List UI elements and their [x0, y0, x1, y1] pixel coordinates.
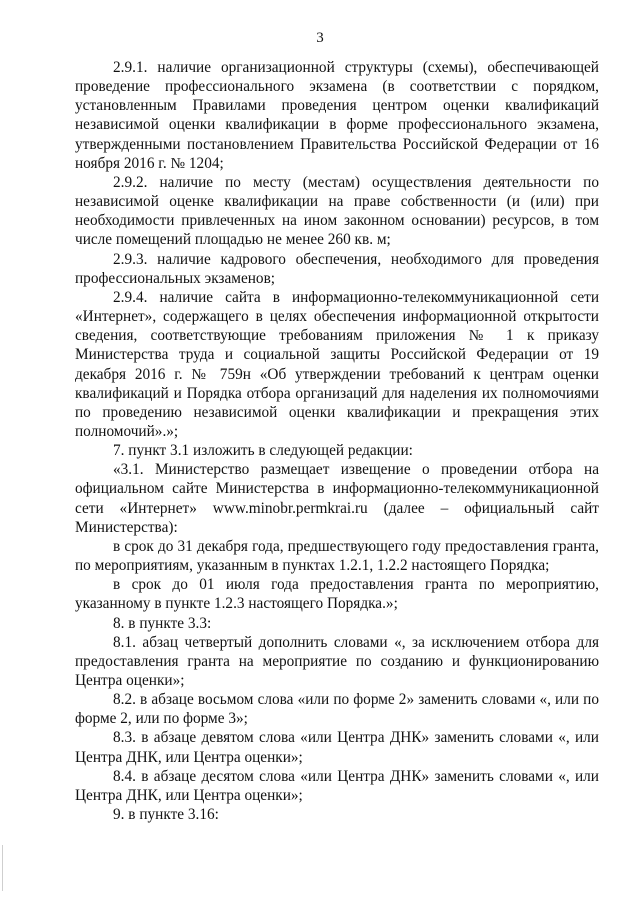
paragraph-8-3: 8.3. в абзаце девятом слова «или Центра ДНК» заменить словами «, или Центра ДНК, или Центра оценки»;: [75, 729, 599, 766]
paragraph-8-2: 8.2. в абзаце восьмом слова «или по форме 2» заменить словами «, или по форме 2, или по форме 3»;: [75, 691, 599, 728]
paragraph-item-8: 8. в пункте 3.3:: [113, 614, 212, 632]
paragraph-2-9-3: 2.9.3. наличие кадрового обеспечения, необходимого для проведения профессиональных экзаменов;: [75, 250, 599, 287]
page-number: 3: [316, 30, 324, 46]
paragraph-item-9: 9. в пункте 3.16:: [113, 806, 219, 824]
paragraph-2-9-1: 2.9.1. наличие организационной структуры (схемы), обеспечивающей проведение профессионального экзамена (в соответствии с порядком, установленным Правилами проведения центром оценки квалификаций независимой оценки квалификации в форме профессионального экзамена, утвержденными постановлением Правительства Российской Федерации от 16 ноября 2016 г. № 1204;: [75, 59, 599, 172]
paragraph-deadline-december: в срок до 31 декабря года, предшествующего году предоставления гранта, по мероприятиям, указанным в пунктах 1.2.1, 1.2.2 настоящего Порядка;: [75, 537, 599, 575]
paragraph-3-1: «3.1. Министерство размещает извещение о проведении отбора на официальном сайте Министерства в информационно-телекоммуникационной сети «Интернет» www.minobr.permkrai.ru (далее – официальный сайт Министерства):: [75, 461, 599, 536]
paragraph-item-7: 7. пункт 3.1 изложить в следующей редакции:: [113, 442, 413, 460]
paragraph-8-4: 8.4. в абзаце десятом слова «или Центра ДНК» заменить словами «, или Центра ДНК, или Центра оценки»;: [75, 767, 599, 804]
paragraph-2-9-2: 2.9.2. наличие по месту (местам) осуществления деятельности по независимой оценке квалификации на праве собственности (и (или) при необходимости привлеченных на ином законном основании) ресурсов, в том числе помещений площадью не менее 260 кв. м;: [75, 173, 599, 249]
scan-edge-mark: [2, 845, 3, 891]
paragraph-8-1: 8.1. абзац четвертый дополнить словами «, за исключением отбора для предоставления гранта на мероприятие по созданию и функционированию Центра оценки»;: [75, 633, 599, 689]
paragraph-deadline-july: в срок до 01 июля года предоставления гранта по мероприятию, указанному в пункте 1.2.3 настоящего Порядка.»;: [75, 576, 599, 613]
document-body: [75, 58, 599, 824]
paragraph-2-9-4: 2.9.4. наличие сайта в информационно-телекоммуникационной сети «Интернет», содержащего в целях обеспечения информационной открытости сведения, соответствующие требованиям приложения № 1 к приказу Министерства труда и социальной защиты Российской Федерации от 19 декабря 2016 г. № 759н «Об утверждении требований к центрам оценки квалификаций и Порядка отбора организаций для наделения их полномочиями по проведению независимой оценки квалификации и прекращения этих полномочий».»;: [75, 288, 599, 440]
